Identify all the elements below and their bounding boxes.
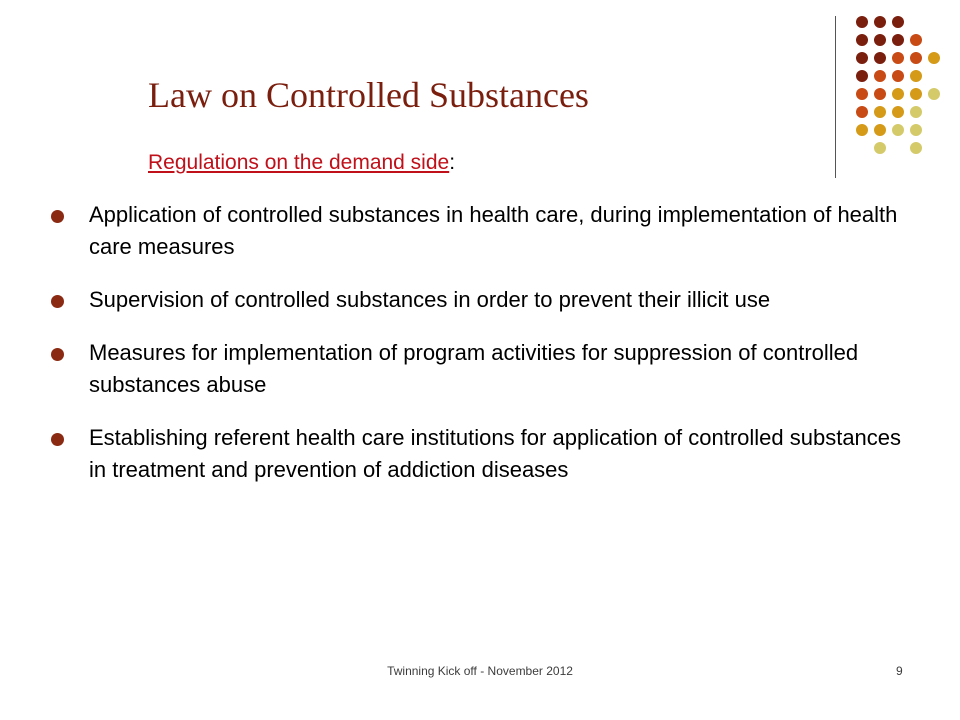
dot-r3-c3	[892, 52, 904, 64]
slide-title: Law on Controlled Substances	[148, 75, 589, 115]
demand-side-link[interactable]: Regulations on the demand side	[148, 151, 450, 174]
dot-r1-c2	[874, 16, 886, 28]
dot-r7-c2	[874, 124, 886, 136]
bullet-text: Supervision of controlled substances in order to prevent their illicit use	[89, 287, 771, 312]
dot-r6-c2	[874, 106, 886, 118]
dot-r2-c1	[856, 34, 868, 46]
bullet-icon	[51, 295, 64, 308]
bullet-list	[48, 199, 908, 507]
dot-r7-c4	[910, 124, 922, 136]
bullet-icon	[51, 210, 64, 223]
page-number: 9	[896, 664, 903, 678]
subtitle-colon: :	[449, 151, 456, 174]
dot-r5-c4	[910, 88, 922, 100]
dot-r4-c3	[892, 70, 904, 82]
bullet-text: Application of controlled substances in health care, during implementation of health care measures	[89, 202, 898, 259]
dot-r6-c4	[910, 106, 922, 118]
slide-footer: Twinning Kick off - November 2012	[387, 664, 573, 678]
dot-r4-c1	[856, 70, 868, 82]
dot-r1-c3	[892, 16, 904, 28]
bullet-item	[48, 199, 908, 263]
dot-r6-c3	[892, 106, 904, 118]
dot-r3-c2	[874, 52, 886, 64]
dot-r8-c2	[874, 142, 886, 154]
bullet-item	[48, 422, 908, 486]
bullet-item	[48, 337, 908, 401]
dot-r3-c4	[910, 52, 922, 64]
dot-r6-c1	[856, 106, 868, 118]
dot-r2-c4	[910, 34, 922, 46]
bullet-icon	[51, 433, 64, 446]
vertical-divider	[835, 16, 836, 178]
dot-r5-c5	[928, 88, 940, 100]
dot-r2-c3	[892, 34, 904, 46]
dot-r3-c5	[928, 52, 940, 64]
bullet-text: Measures for implementation of program activities for suppression of controlled substances abuse	[89, 340, 859, 397]
dot-r1-c1	[856, 16, 868, 28]
bullet-icon	[51, 348, 64, 361]
dot-r5-c1	[856, 88, 868, 100]
dot-r7-c1	[856, 124, 868, 136]
slide-subtitle	[148, 151, 455, 175]
dot-r7-c3	[892, 124, 904, 136]
dot-r2-c2	[874, 34, 886, 46]
dot-r4-c4	[910, 70, 922, 82]
bullet-item	[48, 284, 908, 316]
dot-r8-c4	[910, 142, 922, 154]
bullet-text: Establishing referent health care institutions for application of controlled substances in treatment and prevention of addiction diseases	[89, 425, 902, 482]
dot-r5-c2	[874, 88, 886, 100]
dot-r4-c2	[874, 70, 886, 82]
dot-r5-c3	[892, 88, 904, 100]
dot-r3-c1	[856, 52, 868, 64]
